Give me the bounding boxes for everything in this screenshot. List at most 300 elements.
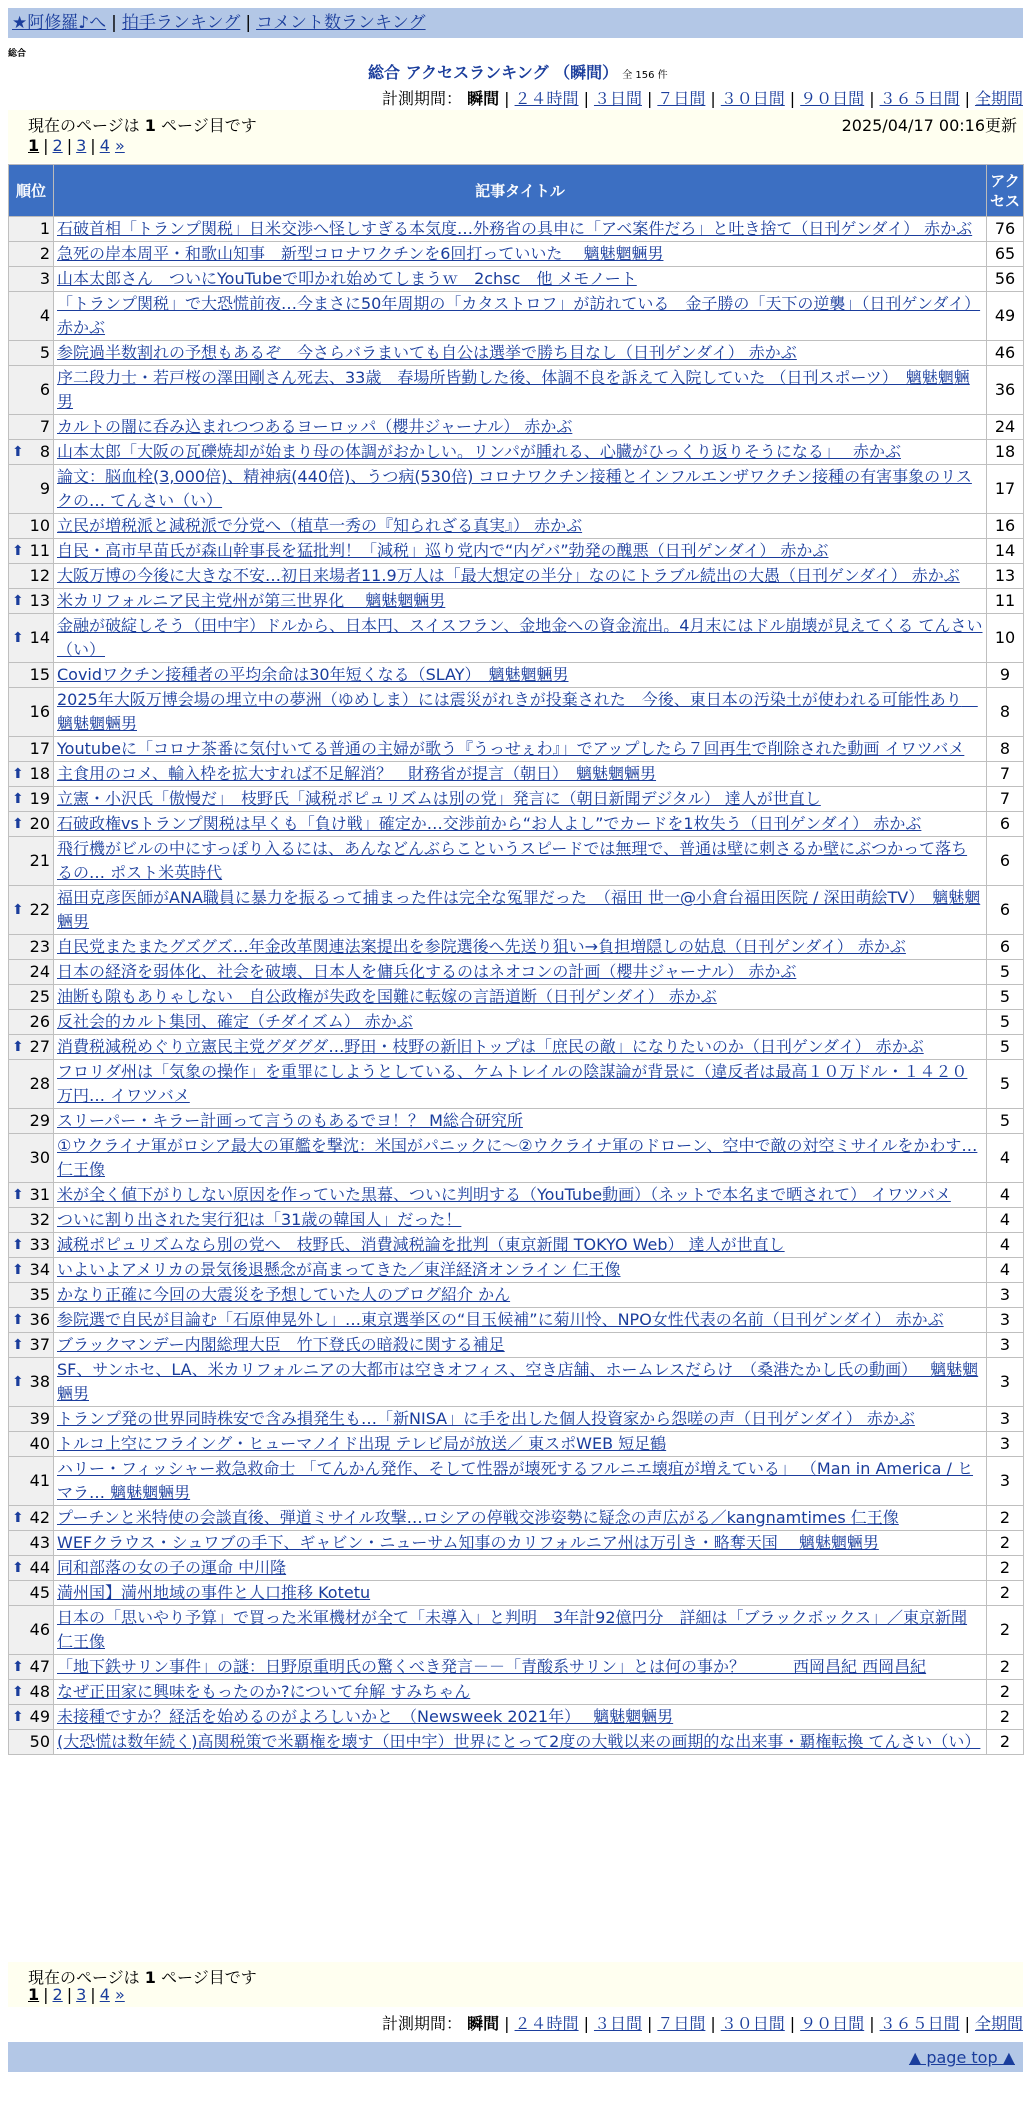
- period-option-2[interactable]: ７日間: [657, 89, 706, 108]
- table-row: [9, 886, 1024, 935]
- rank-number: 27: [29, 1037, 50, 1056]
- table-row: [9, 1035, 1024, 1060]
- rank-cell: [9, 1208, 54, 1233]
- rank-number: 18: [29, 764, 50, 783]
- article-link[interactable]: 金融が破綻しそう（田中宇）ドルから、日本円、スイスフラン、金地金への資金流出。4月末にはドル崩壊が見えてくる てんさい（い）: [57, 616, 983, 659]
- rank-cell: [9, 267, 54, 292]
- rank-number: 11: [29, 541, 50, 560]
- period-separator: |: [869, 89, 875, 108]
- title-cell: [54, 1134, 987, 1183]
- table-row: [9, 985, 1024, 1010]
- article-link[interactable]: 序二段力士・若戸桜の澤田剛さん死去、33歳 春場所皆勤した後、体調不良を訴えて入院していた （日刊スポーツ） 魑魅魍魎男: [57, 368, 970, 411]
- title-cell: [54, 1655, 987, 1680]
- table-row: [9, 1208, 1024, 1233]
- article-link[interactable]: 減税ポピュリズムなら別の党へ 枝野氏、消費減税論を批判（東京新聞 TOKYO Web） 達人が世直し: [57, 1235, 785, 1254]
- table-row: [9, 1606, 1024, 1655]
- period-option-3[interactable]: ３０日間: [720, 89, 785, 108]
- access-count: 24: [987, 415, 1024, 440]
- rank-number: 23: [29, 937, 50, 956]
- rank-cell: [9, 1010, 54, 1035]
- col-rank-header: 順位: [9, 165, 54, 217]
- rank-cell: [9, 1283, 54, 1308]
- page-separator: |: [43, 1985, 49, 2004]
- title-cell: [54, 242, 987, 267]
- title-cell: [54, 514, 987, 539]
- next-page-link[interactable]: »: [114, 1985, 125, 2004]
- page-link-current: 1: [28, 1985, 40, 2004]
- footer-bar: [8, 2042, 1023, 2072]
- rank-number: 3: [39, 269, 50, 288]
- rank-cell: [9, 1258, 54, 1283]
- rank-number: 19: [29, 789, 50, 808]
- access-count: 6: [987, 935, 1024, 960]
- period-label: 計測期間：: [382, 89, 463, 108]
- pager-bottom: [8, 1962, 1023, 2007]
- rank-number: 43: [29, 1533, 50, 1552]
- article-link[interactable]: 消費税減税めぐり立憲民主党グダグダ…野田・枝野の新旧トップは「庶民の敵」になりたいのか（日刊ゲンダイ） 赤かぶ: [57, 1037, 924, 1056]
- article-link[interactable]: 自民党またまたグズグズ…年金改革関連法案提出を参院選後へ先送り狙い→負担増隠しの姑息（日刊ゲンダイ） 赤かぶ: [57, 937, 906, 956]
- rank-number: 48: [29, 1682, 50, 1701]
- access-count: 6: [987, 886, 1024, 935]
- page-separator: |: [66, 1985, 73, 2004]
- period-option-5[interactable]: ３６５日間: [879, 89, 960, 108]
- article-link[interactable]: ブラックマンデー内閣総理大臣 竹下登氏の暗殺に関する補足: [57, 1335, 505, 1354]
- article-link[interactable]: 論文：脳血栓(3,000倍)、精神病(440倍)、うつ病(530倍) コロナワクチン接種とインフルエンザワクチン接種の有害事象のリスクの… てんさい（い）: [57, 467, 972, 510]
- table-row: [9, 1283, 1024, 1308]
- article-link[interactable]: 大阪万博の今後に大きな不安…初日来場者11.9万人は「最大想定の半分」なのにトラブル続出の大愚（日刊ゲンダイ） 赤かぶ: [57, 566, 960, 585]
- rank-number: 24: [29, 962, 50, 981]
- page-separator: |: [90, 136, 96, 155]
- table-row: [9, 737, 1024, 762]
- next-page-link[interactable]: »: [114, 136, 125, 155]
- period-separator: |: [583, 2014, 589, 2033]
- table-row: [9, 440, 1024, 465]
- rank-number: 41: [29, 1471, 50, 1490]
- rank-number: 33: [29, 1235, 50, 1254]
- article-link[interactable]: 油断も隙もありゃしない 自公政権が失政を国難に転嫁の言語道断（日刊ゲンダイ） 赤かぶ: [57, 987, 717, 1006]
- period-separator: |: [504, 89, 510, 108]
- current-page-number: 1: [144, 1968, 156, 1987]
- period-separator: |: [710, 2014, 716, 2033]
- page-link-4[interactable]: 4: [99, 136, 110, 155]
- rank-up-icon: ⬆: [12, 1374, 24, 1390]
- rank-number: 1: [39, 219, 50, 238]
- page-title-text: 総合 アクセスランキング （瞬間）: [368, 63, 619, 82]
- page-link-2[interactable]: 2: [52, 136, 63, 155]
- article-link[interactable]: 自民・高市早苗氏が森山幹事長を猛批判！「減税」巡り党内で“内ゲバ”勃発の醜悪（日刊ゲンダイ） 赤かぶ: [57, 541, 829, 560]
- article-link[interactable]: 石破政権vsトランプ関税は早くも「負け戦」確定か…交渉前から“お人よし”でカードを1枚失う（日刊ゲンダイ） 赤かぶ: [57, 814, 922, 833]
- article-link[interactable]: トランプ発の世界同時株安で含み損発生も…「新NISA」に手を出した個人投資家から怨嗟の声（日刊ゲンダイ） 赤かぶ: [57, 1409, 915, 1428]
- table-row: [9, 589, 1024, 614]
- article-link[interactable]: 立憲・小沢氏「傲慢だ」 枝野氏「減税ポピュリズムは別の党」発言に（朝日新聞デジタル） 達人が世直し: [57, 789, 821, 808]
- title-cell: [54, 1333, 987, 1358]
- rank-up-icon: ⬆: [12, 1659, 24, 1675]
- access-count: 10: [987, 614, 1024, 663]
- article-link[interactable]: ①ウクライナ軍がロシア最大の軍艦を撃沈：米国がパニックに～②ウクライナ軍のドローン、空中で敵の対空ミサイルをかわす… 仁王像: [57, 1136, 978, 1179]
- table-row: [9, 787, 1024, 812]
- rank-up-icon: ⬆: [12, 1237, 24, 1253]
- rank-cell: [9, 415, 54, 440]
- access-count: 7: [987, 762, 1024, 787]
- article-link[interactable]: Covidワクチン接種者の平均余命は30年短くなる（SLAY） 魑魅魍魎男: [57, 665, 569, 684]
- total-count: 全 156 件: [622, 70, 668, 81]
- page-link-3[interactable]: 3: [76, 136, 87, 155]
- rank-number: 44: [29, 1558, 50, 1577]
- access-count: 36: [987, 366, 1024, 415]
- rank-up-icon: ⬆: [12, 791, 24, 807]
- period-option-4[interactable]: ９０日間: [800, 89, 865, 108]
- table-row: [9, 1730, 1024, 1755]
- article-link[interactable]: トルコ上空にフライング・ヒューマノイド出現 テレビ局が放送／ 東スポWEB 短足鶴: [57, 1434, 667, 1453]
- article-link[interactable]: ついに割り出された実行犯は「31歳の韓国人」だった！: [57, 1210, 462, 1229]
- rank-number: 28: [29, 1074, 50, 1093]
- rank-number: 22: [29, 900, 50, 919]
- access-count: 5: [987, 1109, 1024, 1134]
- table-row: [9, 1581, 1024, 1606]
- period-option-6[interactable]: 全期間: [974, 2014, 1023, 2033]
- access-count: 2: [987, 1581, 1024, 1606]
- access-count: 56: [987, 267, 1024, 292]
- rank-number: 40: [29, 1434, 50, 1453]
- rank-cell: [9, 1506, 54, 1531]
- page-links-bottom: [28, 1985, 125, 2004]
- rank-cell: [9, 688, 54, 737]
- article-link[interactable]: (大恐慌は数年続く)高関税策で米覇権を壊す（田中宇）世界にとって2度の大戦以来の画期的な出来事・覇権転換 てんさい（い）: [57, 1732, 981, 1751]
- table-row: [9, 663, 1024, 688]
- rank-number: 37: [29, 1335, 50, 1354]
- period-current: 瞬間: [467, 89, 500, 108]
- rank-number: 39: [29, 1409, 50, 1428]
- access-count: 14: [987, 539, 1024, 564]
- rank-number: 38: [29, 1372, 50, 1391]
- rank-cell: [9, 737, 54, 762]
- rank-cell: [9, 787, 54, 812]
- table-header-row: [9, 165, 1024, 217]
- rank-up-icon: ⬆: [12, 766, 24, 782]
- rank-cell: [9, 1432, 54, 1457]
- rank-cell: [9, 1556, 54, 1581]
- article-link[interactable]: 日本の「思いやり予算」で買った米軍機材が全て「未導入」と判明 3年計92億円分 詳細は「ブラックボックス」／東京新聞 仁王像: [57, 1608, 968, 1651]
- article-link[interactable]: 山本太郎「大阪の瓦礫焼却が始まり母の体調がおかしい。リンパが腫れる、心臓がひっくり返りそうになる」 赤かぶ: [57, 442, 901, 461]
- table-row: [9, 1407, 1024, 1432]
- rank-cell: [9, 465, 54, 514]
- title-cell: [54, 539, 987, 564]
- title-cell: [54, 1730, 987, 1755]
- article-link[interactable]: 主食用のコメ、輸入枠を拡大すれば不足解消？ 財務省が提言（朝日） 魑魅魍魎男: [57, 764, 657, 783]
- rank-up-icon: ⬆: [12, 1312, 24, 1328]
- article-link[interactable]: 石破首相「トランプ関税」日米交渉へ怪しすぎる本気度…外務省の具申に「アベ案件だろ」と吐き捨て（日刊ゲンダイ） 赤かぶ: [57, 219, 973, 238]
- period-option-1[interactable]: ３日間: [593, 2014, 642, 2033]
- table-row: [9, 1432, 1024, 1457]
- rank-number: 45: [29, 1583, 50, 1602]
- nav-separator: |: [111, 13, 117, 33]
- period-separator: |: [646, 89, 653, 108]
- access-count: 4: [987, 1134, 1024, 1183]
- page-separator: |: [90, 1985, 96, 2004]
- rank-up-icon: ⬆: [12, 543, 24, 559]
- table-row: [9, 514, 1024, 539]
- period-option-4[interactable]: ９０日間: [800, 2014, 865, 2033]
- article-link[interactable]: 参院過半数割れの予想もあるぞ 今さらバラまいても自公は選挙で勝ち目なし（日刊ゲンダイ） 赤かぶ: [57, 343, 797, 362]
- period-option-6[interactable]: 全期間: [974, 89, 1023, 108]
- rank-number: 42: [29, 1508, 50, 1527]
- rank-number: 2: [39, 244, 50, 263]
- article-link[interactable]: SF、サンホセ、LA、米カリフォルニアの大都市は空きオフィス、空き店舗、ホームレスだらけ （桑港たかし氏の動画） 魑魅魍魎男: [57, 1360, 979, 1403]
- rank-up-icon: ⬆: [12, 1039, 24, 1055]
- title-cell: [54, 1010, 987, 1035]
- access-count: 8: [987, 688, 1024, 737]
- article-link[interactable]: 「トランプ関税」で大恐慌前夜…今まさに50年周期の「カタストロフ」が訪れている 金子勝の「天下の逆襲」（日刊ゲンダイ） 赤かぶ: [57, 294, 981, 337]
- rank-number: 17: [29, 739, 50, 758]
- article-link[interactable]: 日本の経済を弱体化、社会を破壊、日本人を傭兵化するのはネオコンの計画（櫻井ジャーナル） 赤かぶ: [57, 962, 797, 981]
- table-row: [9, 1060, 1024, 1109]
- page-link-3[interactable]: 3: [76, 1985, 87, 2004]
- updated-timestamp: 2025/04/17 00:16更新: [841, 116, 1017, 135]
- article-link[interactable]: 未接種ですか？経活を始めるのがよろしいかと （Newsweek 2021年） 魑魅魍魎男: [57, 1707, 674, 1726]
- rank-number: 36: [29, 1310, 50, 1329]
- rank-up-icon: ⬆: [12, 1337, 24, 1353]
- rank-cell: [9, 242, 54, 267]
- article-link[interactable]: 米カリフォルニア民主党州が第三世界化 魑魅魍魎男: [57, 591, 446, 610]
- rank-cell: [9, 440, 54, 465]
- rank-cell: [9, 663, 54, 688]
- access-count: 2: [987, 1730, 1024, 1755]
- title-cell: [54, 985, 987, 1010]
- title-cell: [54, 564, 987, 589]
- col-access-header: アクセス: [987, 165, 1024, 217]
- current-page-prefix: 現在のページは: [28, 116, 140, 135]
- article-link[interactable]: ハリー・フィッシャー救急救命士 「てんかん発作、そして性器が壊死するフルニエ壊疽が増えている」 （Man in America / ヒマラ… 魑魅魍魎男: [57, 1459, 974, 1502]
- table-row: [9, 217, 1024, 242]
- title-cell: [54, 1183, 987, 1208]
- rank-number: 47: [29, 1657, 50, 1676]
- access-count: 5: [987, 985, 1024, 1010]
- title-cell: [54, 960, 987, 985]
- title-cell: [54, 762, 987, 787]
- rank-number: 12: [29, 566, 50, 585]
- article-link[interactable]: プーチンと米特使の会談直後、弾道ミサイル攻撃…ロシアの停戦交渉姿勢に疑念の声広がる／kangnamtimes 仁王像: [57, 1508, 899, 1527]
- article-link[interactable]: フロリダ州は「気象の操作」を重罪にしようとしている、ケムトレイルの陰謀論が背景に（違反者は最高１０万ドル・１４２０万円… イワツバメ: [57, 1062, 968, 1105]
- page-title: [368, 60, 668, 83]
- access-count: 4: [987, 1233, 1024, 1258]
- article-link[interactable]: 立民が増税派と減税派で分党へ（植草一秀の『知られざる真実』） 赤かぶ: [57, 516, 583, 535]
- title-cell: [54, 465, 987, 514]
- rank-cell: [9, 762, 54, 787]
- page-link-current: 1: [28, 136, 40, 155]
- rank-cell: [9, 1035, 54, 1060]
- title-cell: [54, 1506, 987, 1531]
- table-row: [9, 539, 1024, 564]
- access-count: 3: [987, 1407, 1024, 1432]
- current-page-text: [28, 113, 257, 136]
- title-cell: [54, 1531, 987, 1556]
- article-link[interactable]: いよいよアメリカの景気後退懸念が高まってきた／東洋経済オンライン 仁王像: [57, 1260, 621, 1279]
- article-link[interactable]: 米が全く値下がりしない原因を作っていた黒幕、ついに判明する（YouTube動画）（ネットで本名まで晒されて） イワツバメ: [57, 1185, 951, 1204]
- access-count: 17: [987, 465, 1024, 514]
- access-count: 3: [987, 1457, 1024, 1506]
- table-row: [9, 688, 1024, 737]
- rank-cell: [9, 341, 54, 366]
- table-row: [9, 564, 1024, 589]
- access-count: 3: [987, 1283, 1024, 1308]
- period-separator: |: [646, 2014, 653, 2033]
- title-cell: [54, 1556, 987, 1581]
- rank-number: 13: [29, 591, 50, 610]
- title-cell: [54, 886, 987, 935]
- article-link[interactable]: 反社会的カルト集団、確定（チダイズム） 赤かぶ: [57, 1012, 413, 1031]
- article-link[interactable]: WEFクラウス・シュワブの手下、ギャビン・ニューサム知事のカリフォルニア州は万引き・略奪天国 魑魅魍魎男: [57, 1533, 879, 1552]
- table-row: [9, 762, 1024, 787]
- table-row: [9, 1655, 1024, 1680]
- access-count: 46: [987, 341, 1024, 366]
- article-link[interactable]: 満州国】満州地域の事件と人口推移 Kotetu: [57, 1583, 371, 1602]
- table-row: [9, 341, 1024, 366]
- access-count: 49: [987, 292, 1024, 341]
- article-link[interactable]: 「地下鉄サリン事件」の謎：日野原重明氏の驚くべき発言－－「青酸系サリン」とは何の事か？ 西岡昌紀 西岡昌紀: [57, 1657, 927, 1676]
- rank-cell: [9, 514, 54, 539]
- page-link-2[interactable]: 2: [52, 1985, 63, 2004]
- period-option-2[interactable]: ７日間: [657, 2014, 706, 2033]
- title-cell: [54, 1680, 987, 1705]
- rank-cell: [9, 1407, 54, 1432]
- access-count: 3: [987, 1308, 1024, 1333]
- ranking-table: [8, 164, 1024, 1755]
- access-count: 2: [987, 1506, 1024, 1531]
- rank-number: 32: [29, 1210, 50, 1229]
- rank-up-icon: ⬆: [12, 1510, 24, 1526]
- period-separator: |: [869, 2014, 875, 2033]
- title-cell: [54, 292, 987, 341]
- rank-number: 8: [39, 442, 50, 461]
- title-cell: [54, 366, 987, 415]
- article-link[interactable]: 山本太郎さん ついにYouTubeで叩かれ始めてしまうｗ 2chsc 他 メモノート: [57, 269, 637, 288]
- title-cell: [54, 1233, 987, 1258]
- access-count: 65: [987, 242, 1024, 267]
- article-link[interactable]: Youtubeに「コロナ茶番に気付いてる普通の主婦が歌う『うっせぇわ』」でアップしたら７回再生で削除された動画 イワツバメ: [57, 739, 965, 758]
- period-option-1[interactable]: ３日間: [593, 89, 642, 108]
- rank-up-icon: ⬆: [12, 1684, 24, 1700]
- page-separator: |: [66, 136, 73, 155]
- access-count: 18: [987, 440, 1024, 465]
- period-separator: |: [789, 2014, 796, 2033]
- rank-up-icon: ⬆: [12, 593, 24, 609]
- rank-cell: [9, 366, 54, 415]
- access-count: 9: [987, 663, 1024, 688]
- rank-number: 5: [39, 343, 50, 362]
- article-link[interactable]: 飛行機がビルの中にすっぽり入るには、あんなどんぶらこというスピードでは無理で、普通は壁に刺さるか壁にぶつかって落ちるの… ポスト米英時代: [57, 839, 968, 882]
- home-link[interactable]: ★阿修羅♪へ: [12, 13, 107, 33]
- title-cell: [54, 837, 987, 886]
- rank-cell: [9, 614, 54, 663]
- table-row: [9, 1308, 1024, 1333]
- article-link[interactable]: カルトの闇に呑み込まれつつあるヨーロッパ（櫻井ジャーナル） 赤かぶ: [57, 417, 573, 436]
- article-link[interactable]: 同和部落の女の子の運命 中川隆: [57, 1558, 287, 1577]
- title-cell: [54, 1358, 987, 1407]
- rank-cell: [9, 1233, 54, 1258]
- period-option-0[interactable]: ２４時間: [514, 89, 579, 108]
- access-count: 2: [987, 1606, 1024, 1655]
- title-cell: [54, 812, 987, 837]
- table-row: [9, 267, 1024, 292]
- title-cell: [54, 1606, 987, 1655]
- article-link[interactable]: なぜ正田家に興味をもったのか?について弁解 すみちゃん: [57, 1682, 471, 1701]
- rank-number: 7: [39, 417, 50, 436]
- page-links: [28, 136, 125, 155]
- rank-cell: [9, 1606, 54, 1655]
- title-cell: [54, 1283, 987, 1308]
- rank-cell: [9, 1457, 54, 1506]
- page-link-4[interactable]: 4: [99, 1985, 110, 2004]
- period-separator: |: [710, 89, 716, 108]
- table-row: [9, 1680, 1024, 1705]
- rank-cell: [9, 985, 54, 1010]
- period-current: 瞬間: [467, 2014, 500, 2033]
- pager-top: [8, 110, 1023, 163]
- table-row: [9, 812, 1024, 837]
- period-option-3[interactable]: ３０日間: [720, 2014, 785, 2033]
- rank-number: 34: [29, 1260, 50, 1279]
- rank-number: 16: [29, 702, 50, 721]
- article-link[interactable]: かなり正確に今回の大震災を予想していた人のブログ紹介 かん: [57, 1285, 511, 1304]
- title-cell: [54, 415, 987, 440]
- period-separator: |: [964, 89, 970, 108]
- page-top-link[interactable]: ▲ page top ▲: [908, 2048, 1015, 2067]
- applause-ranking-link[interactable]: 拍手ランキング: [121, 13, 241, 33]
- rank-cell: [9, 1358, 54, 1407]
- access-count: 6: [987, 837, 1024, 886]
- title-cell: [54, 935, 987, 960]
- period-option-5[interactable]: ３６５日間: [879, 2014, 960, 2033]
- title-cell: [54, 1258, 987, 1283]
- article-link[interactable]: 急死の岸本周平・和歌山知事 新型コロナワクチンを6回打っていいた 魑魅魍魎男: [57, 244, 664, 263]
- table-row: [9, 415, 1024, 440]
- title-cell: [54, 688, 987, 737]
- rank-cell: [9, 1333, 54, 1358]
- rank-up-icon: ⬆: [12, 630, 24, 646]
- rank-cell: [9, 1183, 54, 1208]
- article-link[interactable]: スリーパー・キラー計画って言うのもあるでヨ！？ M総合研究所: [57, 1111, 523, 1130]
- access-count: 76: [987, 217, 1024, 242]
- table-row: [9, 1506, 1024, 1531]
- table-row: [9, 1457, 1024, 1506]
- table-row: [9, 292, 1024, 341]
- period-label: 計測期間：: [382, 2014, 463, 2033]
- access-count: 6: [987, 812, 1024, 837]
- rank-cell: [9, 564, 54, 589]
- rank-number: 29: [29, 1111, 50, 1130]
- table-row: [9, 837, 1024, 886]
- title-cell: [54, 787, 987, 812]
- access-count: 3: [987, 1432, 1024, 1457]
- period-selector-top: [382, 86, 1023, 109]
- current-page-suffix: ページ目です: [161, 116, 257, 135]
- title-cell: [54, 267, 987, 292]
- rank-up-icon: ⬆: [12, 1262, 24, 1278]
- article-link[interactable]: 福田克彦医師がANA職員に暴力を振るって捕まった件は完全な冤罪だった （福田 世一@小倉台福田医院 / 深田萌絵TV） 魑魅魍魎男: [57, 888, 981, 931]
- table-row: [9, 614, 1024, 663]
- article-link[interactable]: 2025年大阪万博会場の埋立中の夢洲（ゆめしま）には震災がれきが投棄された 今後、東日本の汚染土が使われる可能性あり 魑魅魍魎男: [57, 690, 978, 733]
- period-option-0[interactable]: ２４時間: [514, 2014, 579, 2033]
- top-nav-bar: [8, 8, 1023, 38]
- access-count: 5: [987, 1010, 1024, 1035]
- rank-number: 4: [39, 306, 50, 325]
- title-cell: [54, 1457, 987, 1506]
- rank-number: 10: [29, 516, 50, 535]
- comment-ranking-link[interactable]: コメント数ランキング: [256, 13, 426, 33]
- article-link[interactable]: 参院選で自民が目論む「石原伸晃外し」…東京選挙区の“目玉候補”に菊川怜、NPO女性代表の名前（日刊ゲンダイ） 赤かぶ: [57, 1310, 944, 1329]
- rank-cell: [9, 935, 54, 960]
- access-count: 2: [987, 1655, 1024, 1680]
